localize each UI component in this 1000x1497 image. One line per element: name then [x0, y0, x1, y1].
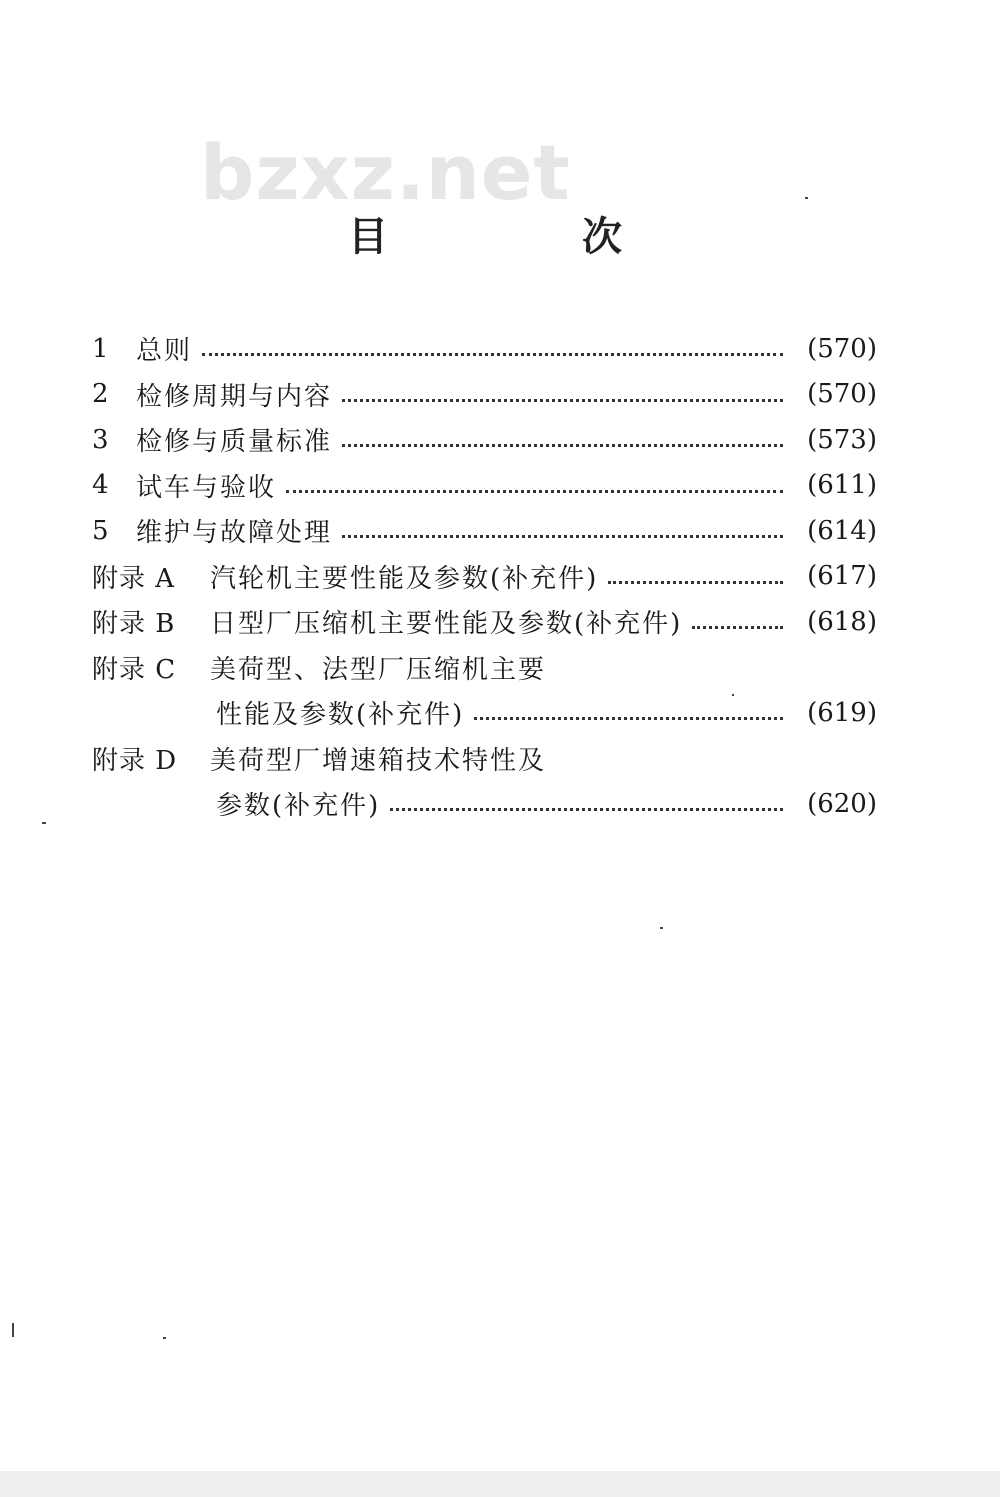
toc-page: (570)	[807, 333, 877, 364]
toc-number: 5	[92, 515, 109, 546]
toc-number: 3	[92, 424, 109, 455]
dot-leader	[202, 353, 783, 356]
toc-entry-appendix-c-cont[interactable]	[92, 690, 877, 736]
dot-leader	[342, 444, 783, 447]
toc-entry-appendix-b[interactable]	[92, 599, 877, 645]
toc-label: 总则	[136, 336, 193, 367]
dot-leader	[286, 490, 783, 493]
toc-entry-4[interactable]	[92, 463, 877, 509]
scan-speck	[732, 694, 734, 696]
toc-number: 4	[92, 470, 109, 501]
toc-page: (573)	[807, 424, 877, 455]
toc-number: 附录 D	[92, 745, 178, 776]
dot-leader	[342, 399, 783, 402]
toc-entry-2[interactable]	[92, 372, 877, 418]
toc-label: 美荷型、法型厂压缩机主要	[210, 654, 547, 685]
toc-entry-3[interactable]	[92, 417, 877, 463]
toc-entry-appendix-a[interactable]	[92, 554, 877, 600]
toc-entry-1[interactable]	[92, 326, 877, 372]
scan-edge	[0, 1471, 1000, 1497]
toc-label: 维护与故障处理	[136, 518, 333, 549]
dot-leader	[390, 808, 783, 811]
toc-label-continued: 参数(补充件)	[216, 791, 381, 822]
toc-number: 附录 A	[92, 563, 176, 594]
dot-leader	[474, 717, 783, 720]
toc-label-continued: 性能及参数(补充件)	[216, 700, 465, 731]
toc-label: 汽轮机主要性能及参数(补充件)	[210, 563, 599, 594]
scan-speck	[42, 822, 46, 824]
toc-label: 日型厂压缩机主要性能及参数(补充件)	[210, 609, 683, 640]
scan-speck	[12, 1323, 14, 1337]
toc-number: 2	[92, 379, 109, 410]
table-of-contents	[92, 326, 877, 827]
toc-page: (617)	[807, 561, 877, 592]
toc-page: (620)	[807, 788, 877, 819]
toc-label: 美荷型厂增速箱技术特性及	[210, 745, 547, 776]
toc-number: 附录 C	[92, 654, 177, 685]
toc-number: 1	[92, 333, 109, 364]
page-title: 目 次	[348, 213, 712, 260]
toc-page: (619)	[807, 697, 877, 728]
dot-leader	[342, 535, 783, 538]
toc-label: 检修与质量标准	[136, 427, 333, 458]
toc-page: (611)	[807, 470, 877, 501]
toc-label: 试车与验收	[136, 472, 277, 503]
toc-page: (614)	[807, 515, 877, 546]
scan-speck	[163, 1337, 166, 1339]
toc-entry-appendix-c[interactable]	[92, 645, 877, 691]
scan-speck	[805, 197, 808, 199]
toc-entry-appendix-d[interactable]	[92, 736, 877, 782]
toc-page: (618)	[807, 606, 877, 637]
toc-entry-5[interactable]	[92, 508, 877, 554]
toc-page: (570)	[807, 379, 877, 410]
toc-label: 检修周期与内容	[136, 381, 333, 412]
dot-leader	[692, 626, 783, 629]
scan-speck	[660, 927, 663, 929]
watermark: bzxz.net	[200, 128, 571, 217]
toc-number: 附录 B	[92, 609, 176, 640]
dot-leader	[608, 581, 783, 584]
toc-entry-appendix-d-cont[interactable]	[92, 781, 877, 827]
